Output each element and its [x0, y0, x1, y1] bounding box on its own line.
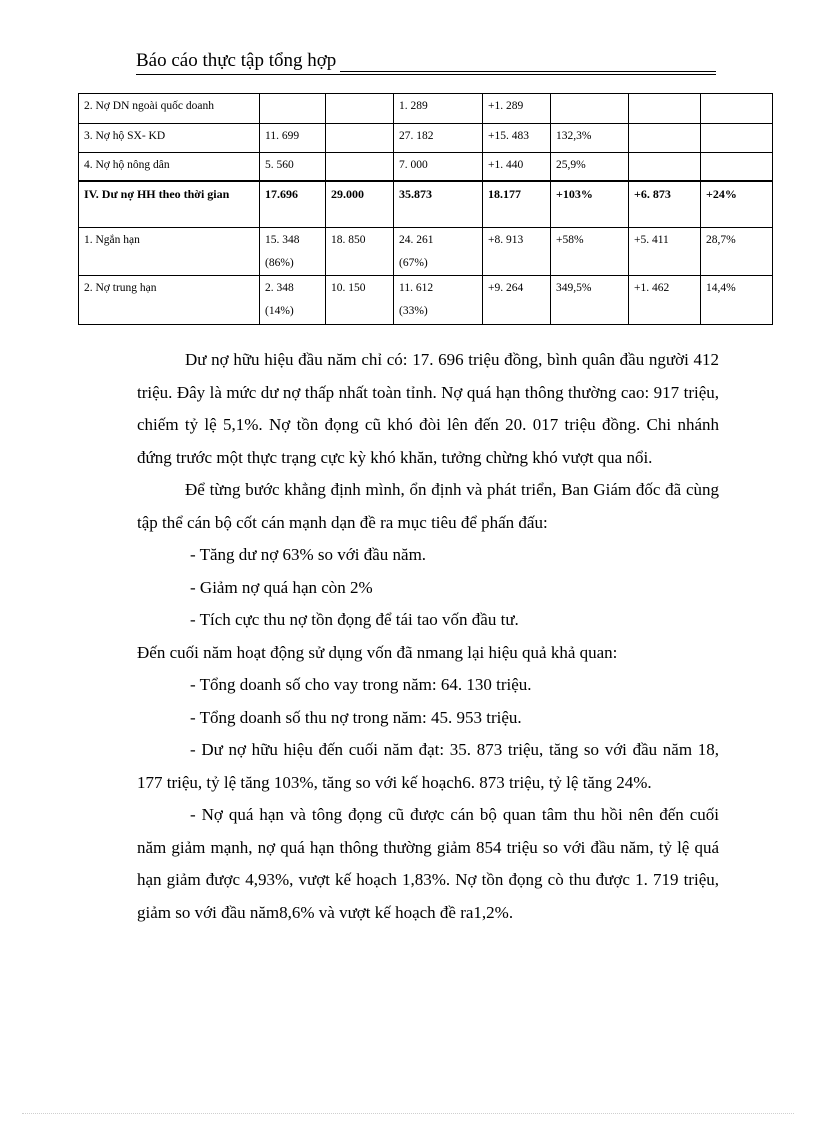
table-cell	[260, 228, 326, 276]
cell-value: 24. 261	[399, 234, 434, 246]
bullet-item: - Tổng doanh số thu nợ trong năm: 45. 953 triệu.	[190, 707, 522, 727]
table-cell	[701, 94, 773, 124]
header-rule-double	[136, 74, 716, 75]
table-row	[79, 124, 773, 153]
bullet-item: - Tăng dư nợ 63% so với đầu năm.	[190, 545, 427, 564]
paragraph: Đến cuối năm hoạt động sử dụng vốn đã nmang lại hiệu quả khả quan:	[137, 642, 618, 662]
header-title: Báo cáo thực tập tổng hợp	[136, 49, 340, 73]
cell-share: (86%)	[265, 257, 294, 269]
page-bottom-border	[22, 1113, 794, 1114]
table-cell	[260, 94, 326, 124]
table-cell: +9. 264	[483, 276, 551, 325]
table-cell	[326, 124, 394, 153]
table-cell: 3. Nợ hộ SX- KD	[79, 124, 260, 153]
table-cell: 29.000	[326, 181, 394, 228]
table-cell: 5. 560	[260, 153, 326, 181]
table-cell	[629, 94, 701, 124]
table-cell: 7. 000	[394, 153, 483, 181]
table-row-total	[79, 181, 773, 228]
table-cell: 4. Nợ hộ nông dân	[79, 153, 260, 181]
table-cell: +1. 289	[483, 94, 551, 124]
table-cell: 1. Ngắn hạn	[79, 228, 260, 276]
paragraph: Để từng bước khẳng định mình, ổn định và phát triển, Ban Giám đốc đã cùng tập thể cán bộ cốt cán mạnh dạn đề ra mục tiêu để phấn đấu:	[137, 480, 719, 532]
table-cell: 14,4%	[701, 276, 773, 325]
page-header	[136, 49, 716, 73]
table-cell: 132,3%	[551, 124, 629, 153]
table-cell	[629, 153, 701, 181]
table-cell: 27. 182	[394, 124, 483, 153]
table-cell: +5. 411	[629, 228, 701, 276]
cell-share: (14%)	[265, 305, 294, 317]
paragraph: Dư nợ hữu hiệu đầu năm chỉ có: 17. 696 triệu đồng, bình quân đầu người 412 triệu. Đây là mức dư nợ thấp nhất toàn tỉnh. Nợ quá hạn thông thường cao: 917 triệu, chiếm tỷ lệ 5,1%. Nợ tồn đọng cũ khó đòi lên đến 20. 017 triệu đồng. Chi nhánh đứng trước một thực trạng cực kỳ khó khăn, tưởng chừng khó vượt qua nổi.	[137, 350, 719, 467]
cell-share: (33%)	[399, 305, 428, 317]
table-cell: 11. 699	[260, 124, 326, 153]
table-cell: +15. 483	[483, 124, 551, 153]
table-cell: 18.177	[483, 181, 551, 228]
table-cell	[394, 276, 483, 325]
table-cell: 17.696	[260, 181, 326, 228]
table-row	[79, 94, 773, 124]
table-cell	[629, 124, 701, 153]
bullet-item: - Tích cực thu nợ tồn đọng để tái tao vốn đầu tư.	[190, 610, 519, 629]
table-cell: 28,7%	[701, 228, 773, 276]
table-cell: 349,5%	[551, 276, 629, 325]
table-cell	[394, 228, 483, 276]
table-cell: 18. 850	[326, 228, 394, 276]
bullet-item: - Giảm nợ quá hạn còn 2%	[190, 577, 373, 597]
table-row	[79, 153, 773, 181]
table-cell: IV. Dư nợ HH theo thời gian	[79, 181, 260, 228]
cell-share: (67%)	[399, 257, 428, 269]
table-cell: +1. 440	[483, 153, 551, 181]
table-cell	[701, 124, 773, 153]
table-cell: +58%	[551, 228, 629, 276]
paragraph: - Dư nợ hữu hiệu đến cuối năm đạt: 35. 873 triệu, tăng so với đầu năm 18, 177 triệu, tỷ lệ tăng 103%, tăng so với kế hoạch6. 873 triệu, tỷ lệ tăng 24%.	[137, 740, 719, 792]
cell-value: 11. 612	[399, 282, 434, 294]
table-cell	[551, 94, 629, 124]
table-cell: +103%	[551, 181, 629, 228]
cell-value: 15. 348	[265, 234, 300, 246]
cell-value: 2. 348	[265, 282, 294, 294]
table-row	[79, 228, 773, 276]
table-cell: +24%	[701, 181, 773, 228]
table-cell: 10. 150	[326, 276, 394, 325]
paragraph: - Nợ quá hạn và tông đọng cũ được cán bộ quan tâm thu hồi nên đến cuối năm giảm mạnh, nợ quá hạn thông thường giảm 854 triệu so với đầu năm, tỷ lệ quá hạn giảm được 4,93%, vượt kế hoạch 1,83%. Nợ tồn đọng cò thu được 1. 719 triệu, giảm so với đầu năm8,6% và vượt kế hoạch đề ra1,2%.	[137, 805, 719, 922]
table-cell: 2. Nợ trung hạn	[79, 276, 260, 325]
table-cell	[326, 94, 394, 124]
table-cell	[260, 276, 326, 325]
table-cell: +6. 873	[629, 181, 701, 228]
table-cell	[701, 153, 773, 181]
table-cell: 2. Nợ DN ngoài quốc doanh	[79, 94, 260, 124]
table-cell	[326, 153, 394, 181]
table-cell: 25,9%	[551, 153, 629, 181]
table-cell: 1. 289	[394, 94, 483, 124]
table-cell: +1. 462	[629, 276, 701, 325]
bullet-item: - Tổng doanh số cho vay trong năm: 64. 130 triệu.	[190, 675, 532, 694]
table-cell: +8. 913	[483, 228, 551, 276]
body-text	[137, 344, 719, 929]
table-cell: 35.873	[394, 181, 483, 228]
table-row	[79, 276, 773, 325]
credit-table	[78, 93, 773, 325]
